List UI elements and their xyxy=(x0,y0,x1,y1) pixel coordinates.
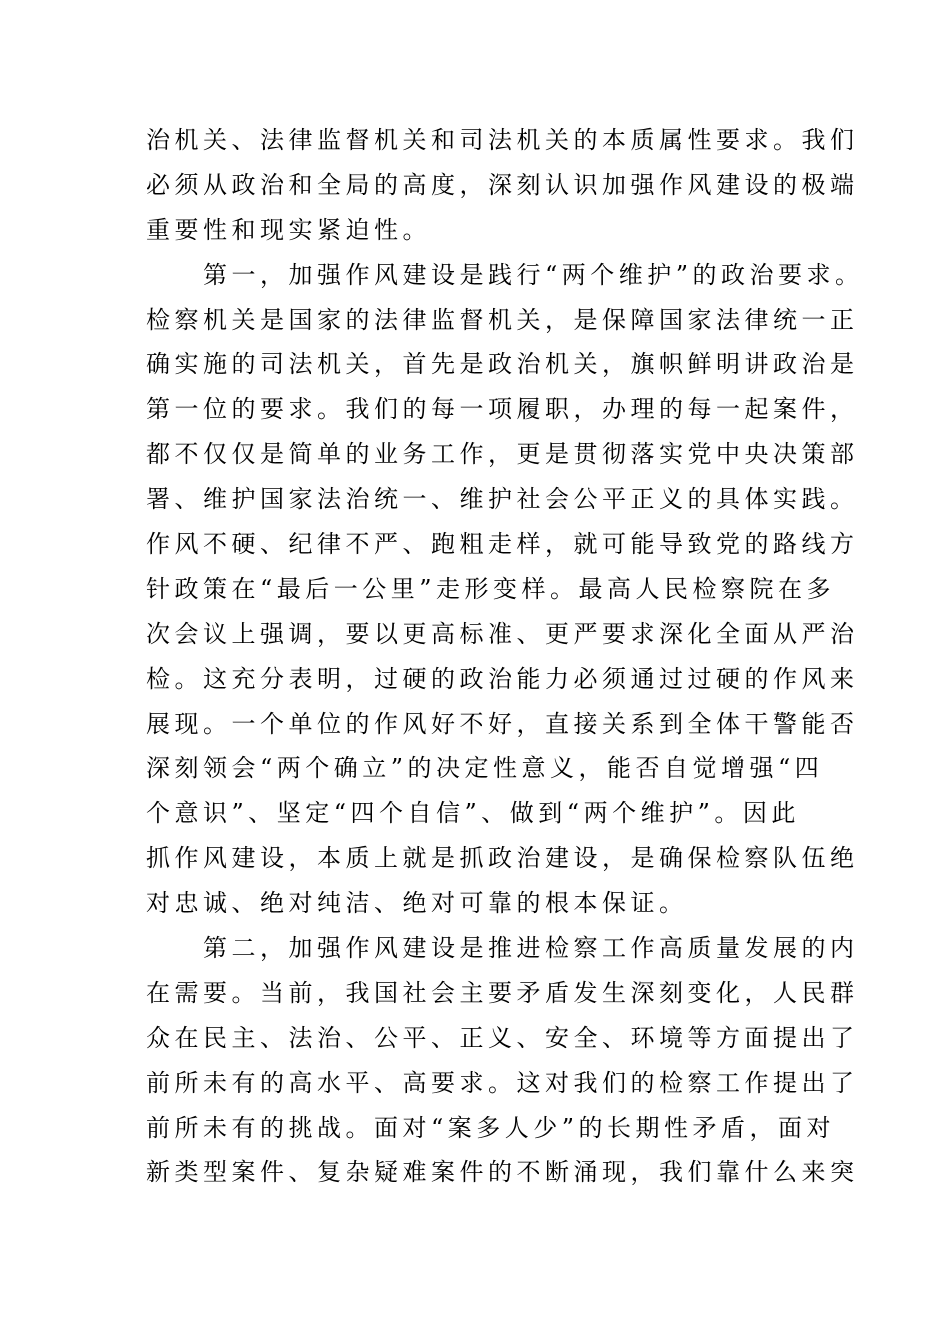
text-line: 重要性和现实紧迫性。 xyxy=(146,215,431,244)
text-line: 检。这充分表明，过硬的政治能力必须通过过硬的作风来 xyxy=(146,664,859,693)
text-line: 必须从政治和全局的高度，深刻认识加强作风建设的极端 xyxy=(146,170,859,199)
text-line: 第一，加强作风建设是践行“两个维护”的政治要求。 xyxy=(203,260,864,289)
text-line: 前所未有的挑战。面对“案多人少”的长期性矛盾，面对 xyxy=(146,1113,836,1142)
paragraph-1 xyxy=(146,118,859,253)
text-line: 众在民主、法治、公平、正义、安全、环境等方面提出了 xyxy=(146,1023,859,1052)
text-line: 第二，加强作风建设是推进检察工作高质量发展的内 xyxy=(203,934,859,963)
text-line: 治机关、法律监督机关和司法机关的本质属性要求。我们 xyxy=(146,126,859,154)
text-line: 次会议上强调，要以更高标准、更严要求深化全面从严治 xyxy=(146,619,859,648)
text-line: 针政策在“最后一公里”走形变样。最高人民检察院在多 xyxy=(146,574,836,603)
text-line: 个意识”、坚定“四个自信”、做到“两个维护”。因此 xyxy=(146,799,800,828)
document-body xyxy=(146,118,864,1195)
text-line: 展现。一个单位的作风好不好，直接关系到全体干警能否 xyxy=(146,709,859,738)
text-line: 抓作风建设，本质上就是抓政治建设，是确保检察队伍绝 xyxy=(146,844,859,873)
text-line: 在需要。当前，我国社会主要矛盾发生深刻变化，人民群 xyxy=(146,978,859,1007)
paragraph-3 xyxy=(146,926,859,1195)
text-line: 检察机关是国家的法律监督机关，是保障国家法律统一正 xyxy=(146,305,859,334)
text-line: 都不仅仅是简单的业务工作，更是贯彻落实党中央决策部 xyxy=(146,440,859,469)
text-line: 第一位的要求。我们的每一项履职，办理的每一起案件， xyxy=(146,395,859,424)
text-line: 深刻领会“两个确立”的决定性意义，能否自觉增强“四 xyxy=(146,754,824,783)
text-line: 对忠诚、绝对纯洁、绝对可靠的根本保证。 xyxy=(146,889,688,918)
text-line: 确实施的司法机关，首先是政治机关，旗帜鲜明讲政治是 xyxy=(146,350,859,379)
text-line: 署、维护国家法治统一、维护社会公平正义的具体实践。 xyxy=(146,485,859,514)
paragraph-2 xyxy=(146,253,864,926)
text-line: 作风不硬、纪律不严、跑粗走样，就可能导致党的路线方 xyxy=(146,530,859,559)
text-line: 新类型案件、复杂疑难案件的不断涌现，我们靠什么来突 xyxy=(146,1158,859,1187)
text-line: 前所未有的高水平、高要求。这对我们的检察工作提出了 xyxy=(146,1068,859,1097)
